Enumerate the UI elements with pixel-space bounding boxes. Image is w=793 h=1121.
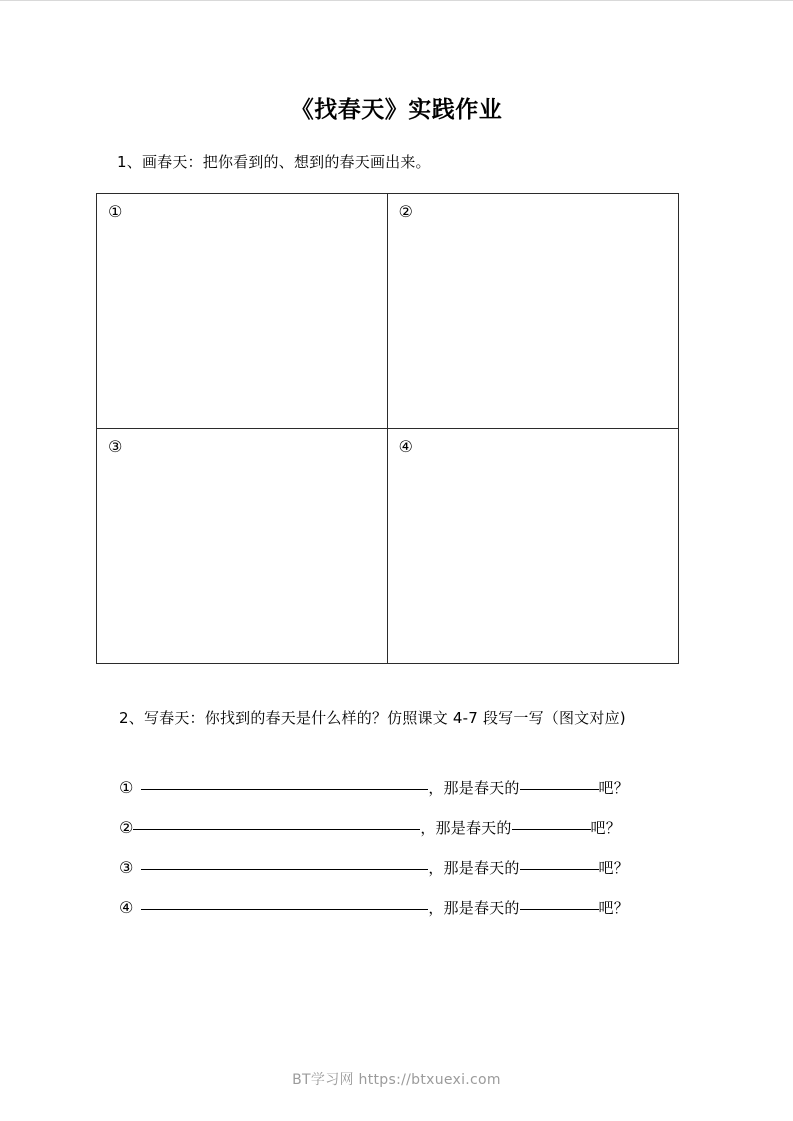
drawing-grid <box>96 193 679 664</box>
answer-index: ① <box>119 778 134 797</box>
answer-middle-text: ，那是春天的 <box>428 779 520 797</box>
section-2-prompt: 2、写春天：你找到的春天是什么样的？仿照课文 4-7 段写一写（图文对应) <box>119 709 626 727</box>
answer-middle-text: ，那是春天的 <box>420 819 512 837</box>
answer-tail-text: 吧？ <box>598 779 629 797</box>
drawing-cell-2[interactable] <box>388 194 679 429</box>
drawing-cell-4[interactable] <box>388 429 679 664</box>
answer-row <box>119 817 681 857</box>
answer-lines <box>119 777 681 937</box>
answer-blank-short[interactable] <box>520 909 599 910</box>
drawing-cell-1[interactable] <box>97 194 388 429</box>
answer-blank-short[interactable] <box>520 869 599 870</box>
answer-index: ③ <box>119 858 134 877</box>
answer-row <box>119 777 681 817</box>
drawing-cell-index: ② <box>398 202 413 221</box>
drawing-cell-3[interactable] <box>97 429 388 664</box>
page-title: 《找春天》实践作业 <box>290 97 503 123</box>
answer-blank-long[interactable] <box>141 789 428 790</box>
answer-row <box>119 857 681 897</box>
answer-tail-text: 吧？ <box>598 859 629 877</box>
answer-tail-text: 吧？ <box>598 899 629 917</box>
answer-middle-text: ，那是春天的 <box>428 899 520 917</box>
answer-blank-long[interactable] <box>141 909 428 910</box>
drawing-cell-index: ③ <box>108 436 123 456</box>
answer-blank-long[interactable] <box>133 829 420 830</box>
drawing-cell-index: ④ <box>398 436 413 456</box>
answer-index: ④ <box>119 898 134 917</box>
footer-watermark: BT学习网 https://btxuexi.com <box>292 1072 501 1088</box>
drawing-cell-index: ① <box>108 202 123 221</box>
answer-blank-short[interactable] <box>512 829 591 830</box>
answer-blank-long[interactable] <box>141 869 428 870</box>
answer-tail-text: 吧？ <box>590 819 621 837</box>
answer-blank-short[interactable] <box>520 789 599 790</box>
answer-middle-text: ，那是春天的 <box>428 859 520 877</box>
answer-row <box>119 897 681 937</box>
answer-index: ② <box>119 818 134 837</box>
section-1-prompt: 1、画春天：把你看到的、想到的春天画出来。 <box>117 153 431 171</box>
